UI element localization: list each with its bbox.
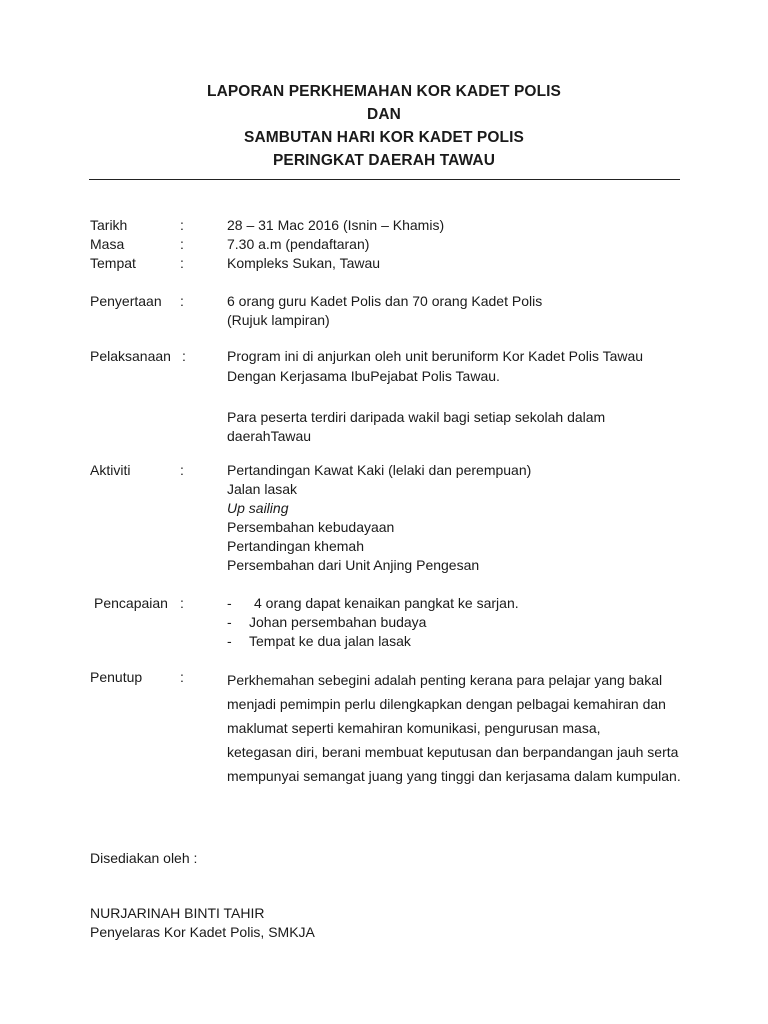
field-value-pelaksanaan bbox=[227, 347, 697, 446]
penutup-line: menjadi pemimpin perlu dilengkapkan dengan pelbagai kemahiran dan bbox=[227, 696, 666, 712]
penutup-line: ketegasan diri, berani membuat keputusan dan berpandangan jauh serta bbox=[227, 744, 679, 760]
bullet-dash: - bbox=[227, 633, 232, 649]
field-label-pencapaian: Pencapaian bbox=[94, 595, 168, 611]
field-colon: : bbox=[180, 669, 184, 685]
field-colon: : bbox=[182, 348, 186, 364]
pencapaian-item-text: Johan persembahan budaya bbox=[249, 614, 427, 630]
pencapaian-item bbox=[227, 632, 697, 651]
field-colon: : bbox=[180, 293, 184, 309]
penyertaan-line: (Rujuk lampiran) bbox=[227, 312, 330, 328]
aktiviti-item: Persembahan dari Unit Anjing Pengesan bbox=[227, 557, 480, 573]
pencapaian-item bbox=[227, 613, 697, 632]
pencapaian-item-text: Tempat ke dua jalan lasak bbox=[249, 633, 411, 649]
pelaksanaan-line: Para peserta terdiri daripada wakil bagi setiap sekolah dalam bbox=[227, 409, 606, 425]
penutup-line: mempunyai semangat juang yang tinggi dan kerjasama dalam kumpulan. bbox=[227, 768, 681, 784]
aktiviti-item: Jalan lasak bbox=[227, 481, 298, 497]
pelaksanaan-line: daerahTawau bbox=[227, 428, 312, 444]
field-colon: : bbox=[180, 236, 184, 252]
field-label-tempat: Tempat bbox=[90, 255, 136, 271]
title-line-4: PERINGKAT DAERAH TAWAU bbox=[272, 152, 496, 169]
aktiviti-item: Up sailing bbox=[227, 500, 289, 516]
field-label-aktiviti: Aktiviti bbox=[90, 462, 131, 478]
pelaksanaan-line: Program ini di anjurkan oleh unit beruniform Kor Kadet Polis Tawau bbox=[227, 348, 644, 364]
preparer-name: NURJARINAH BINTI TAHIR bbox=[90, 905, 265, 921]
field-value-penutup bbox=[227, 668, 697, 788]
aktiviti-item: Persembahan kebudayaan bbox=[227, 519, 395, 535]
field-label-tarikh: Tarikh bbox=[90, 217, 128, 233]
field-colon: : bbox=[180, 217, 184, 233]
field-label-pelaksanaan: Pelaksanaan bbox=[90, 348, 171, 364]
field-label-masa: Masa bbox=[90, 236, 125, 252]
report-title bbox=[0, 80, 768, 172]
field-label-penyertaan: Penyertaan bbox=[90, 293, 162, 309]
field-value-tarikh: 28 – 31 Mac 2016 (Isnin – Khamis) bbox=[227, 217, 445, 233]
aktiviti-item: Pertandingan Kawat Kaki (lelaki dan perempuan) bbox=[227, 462, 532, 478]
field-colon: : bbox=[180, 255, 184, 271]
aktiviti-item: Pertandingan khemah bbox=[227, 538, 364, 554]
preparer-position: Penyelaras Kor Kadet Polis, SMKJA bbox=[90, 924, 315, 940]
field-label-penutup: Penutup bbox=[90, 669, 143, 685]
pencapaian-item-text: 4 orang dapat kenaikan pangkat ke sarjan. bbox=[254, 595, 519, 611]
penutup-line: Perkhemahan sebegini adalah penting kerana para pelajar yang bakal bbox=[227, 672, 663, 688]
penyertaan-line: 6 orang guru Kadet Polis dan 70 orang Kadet Polis bbox=[227, 293, 543, 309]
penutup-line: maklumat seperti kemahiran komunikasi, pengurusan masa, bbox=[227, 720, 601, 736]
field-value-penyertaan bbox=[227, 292, 697, 330]
pencapaian-item bbox=[227, 594, 697, 613]
title-line-3: SAMBUTAN HARI KOR KADET POLIS bbox=[244, 129, 524, 146]
title-line-2: DAN bbox=[367, 106, 401, 123]
prepared-by-label: Disediakan oleh : bbox=[90, 850, 198, 866]
field-value-pencapaian bbox=[227, 594, 697, 651]
field-colon: : bbox=[180, 462, 184, 478]
field-value-aktiviti bbox=[227, 461, 697, 575]
field-value-tempat: Kompleks Sukan, Tawau bbox=[227, 255, 381, 271]
title-line-1: LAPORAN PERKHEMAHAN KOR KADET POLIS bbox=[207, 83, 561, 100]
title-divider bbox=[89, 179, 680, 180]
field-value-masa: 7.30 a.m (pendaftaran) bbox=[227, 236, 370, 252]
bullet-dash: - bbox=[227, 614, 232, 630]
pelaksanaan-line: Dengan Kerjasama IbuPejabat Polis Tawau. bbox=[227, 368, 500, 384]
bullet-dash: - bbox=[227, 595, 232, 611]
field-colon: : bbox=[180, 595, 184, 611]
